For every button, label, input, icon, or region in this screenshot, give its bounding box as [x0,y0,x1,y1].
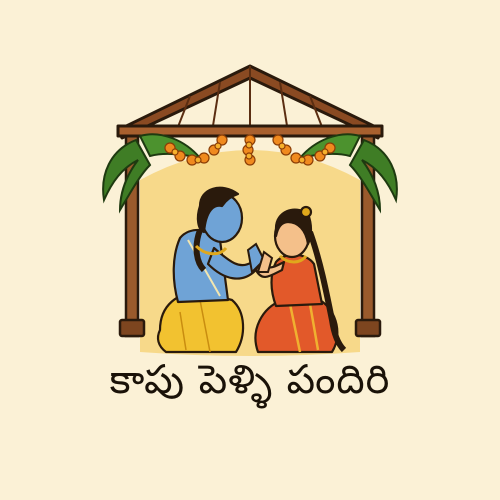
brand-title: కాపు పెళ్ళి పందిరి [109,357,391,403]
wedding-pandal-icon [118,66,382,138]
